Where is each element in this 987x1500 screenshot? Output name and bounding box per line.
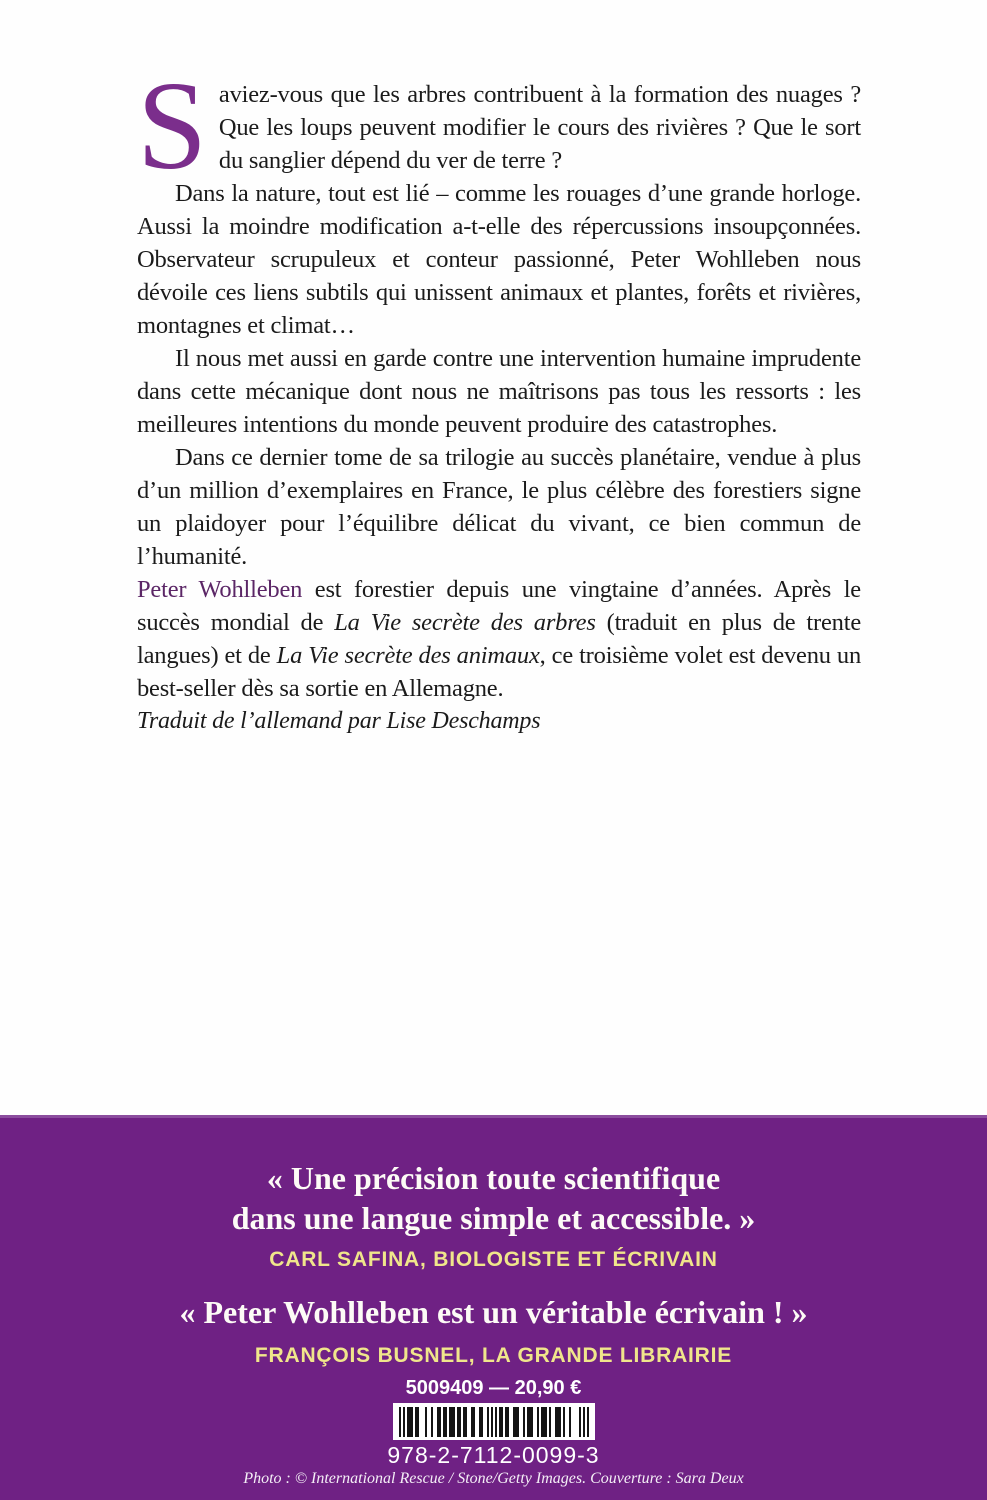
author-name: Peter Wohlleben: [137, 576, 303, 603]
book-title-animaux: La Vie secrète des animaux: [276, 642, 540, 669]
synopsis-paragraph-1: [137, 57, 861, 196]
synopsis-block: [137, 57, 861, 738]
synopsis-paragraph-4: Dans ce dernier tome de sa trilogie au succès planétaire, vendue à plus d’un million d’exemplaires en France, le plus célèbre des forestiers signe un plaidoyer pour l’équilibre délicat du vivant, ce bien commun de l’humanité.: [137, 444, 861, 570]
quote-carl-safina: [232, 1158, 756, 1238]
barcode-bars: [399, 1407, 589, 1437]
quote-carl-safina-line-2: dans une langue simple et accessible. »: [231, 1200, 756, 1236]
quote-francois-busnel-line-1: « Peter Wohlleben est un véritable écrivain ! »: [179, 1294, 808, 1330]
author-bio-text-3: , ce troisième volet est devenu un best-seller dès sa sortie en Allemagne.: [137, 642, 861, 702]
quotes-band: [0, 1115, 987, 1500]
author-bio: [137, 573, 861, 705]
synopsis-paragraph-2: Dans la nature, tout est lié – comme les rouages d’une grande horloge. Aussi la moindre modification a-t-elle des répercussions insoupçonnées. Observateur scrupuleux et conteur passionné, Peter Wohlleben nous dévoile ces liens subtils qui unissent animaux et plantes, forêts et rivières, montagnes et climat…: [137, 180, 861, 339]
barcode-image: [393, 1403, 595, 1440]
author-bio-text-2: (traduit en plus de trente langues) et de: [137, 609, 861, 669]
translator-credit: Traduit de l’allemand par Lise Deschamps: [137, 708, 541, 734]
quote-francois-busnel: [179, 1292, 807, 1332]
quote-carl-safina-line-1: « Une précision toute scientifique: [266, 1160, 721, 1196]
author-bio-text-1: est forestier depuis une vingtaine d’années. Après le succès mondial de: [137, 576, 861, 636]
product-code-price: 5009409 — 20,90 €: [405, 1377, 582, 1399]
quote-attribution-carl-safina: CARL SAFINA, BIOLOGISTE ET ÉCRIVAIN: [269, 1248, 718, 1271]
drop-cap: S: [137, 57, 207, 196]
book-title-arbres: La Vie secrète des arbres: [334, 609, 596, 636]
quote-attribution-francois-busnel: FRANÇOIS BUSNEL, LA GRANDE LIBRAIRIE: [254, 1344, 733, 1367]
synopsis-paragraph-3: Il nous met aussi en garde contre une intervention humaine imprudente dans cette mécanique dont nous ne maîtrisons pas tous les ressorts : les meilleures intentions du monde peuvent produire des catastrophes.: [137, 345, 861, 438]
synopsis-paragraph-1-text: aviez-vous que les arbres contribuent à la formation des nuages ? Que les loups peuvent modifier le cours des rivières ? Que le sort du sanglier dépend du ver de terre ?: [218, 81, 861, 174]
isbn-number: 978-2-7112-0099-3: [387, 1442, 600, 1468]
photo-credit: Photo : © International Rescue / Stone/Getty Images. Couverture : Sara Deux: [243, 1470, 744, 1487]
